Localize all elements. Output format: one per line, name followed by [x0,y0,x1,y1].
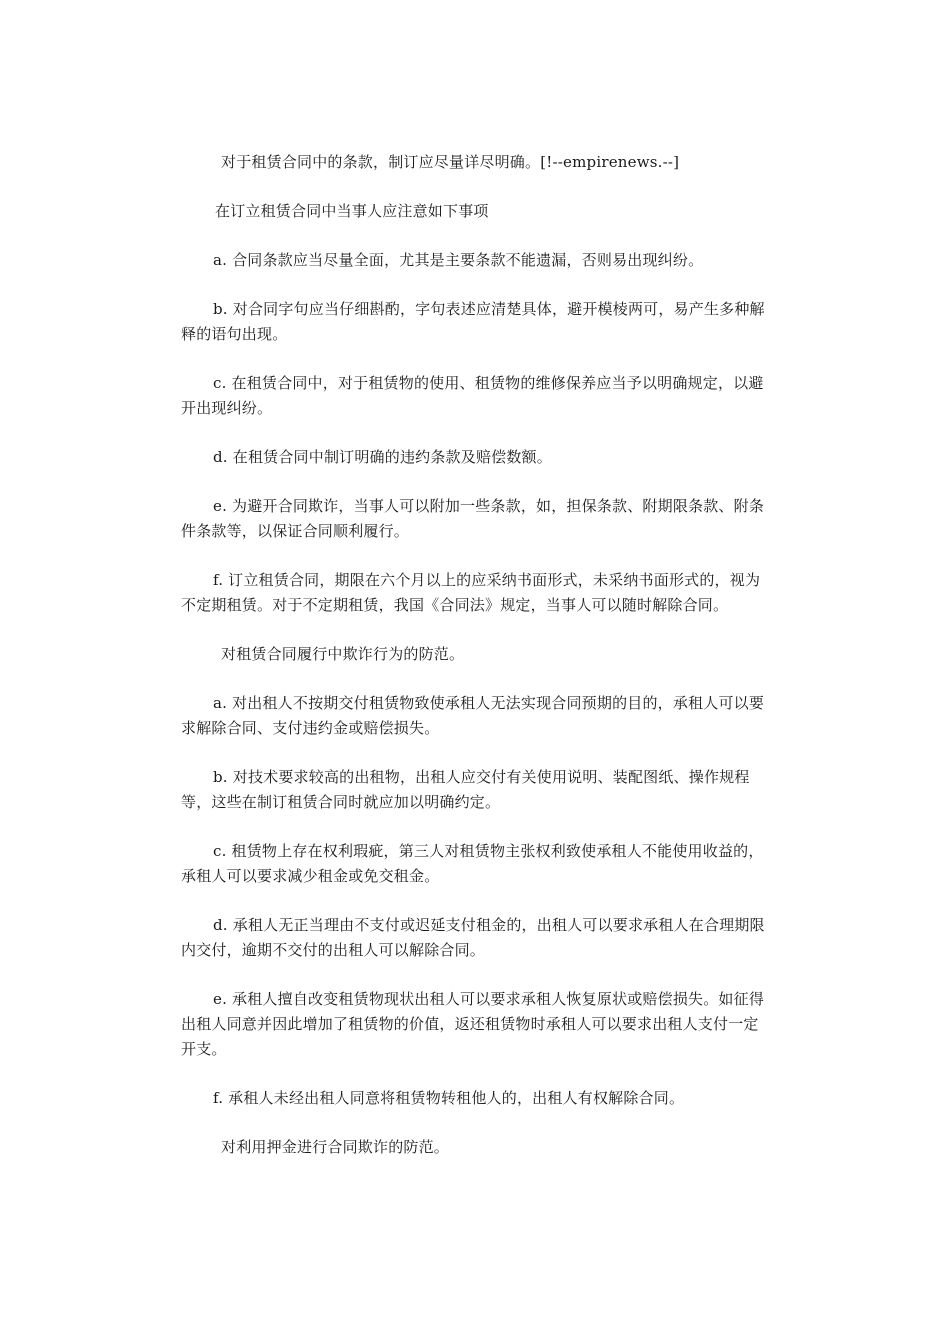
section-heading: 在订立租赁合同中当事人应注意如下事项 [215,202,489,220]
list-item: c. 租赁物上存在权利瑕疵，第三人对租赁物主张权利致使承租人不能使用收益的，承租人可以要求减少租金或免交租金。 [181,842,764,885]
list-item: c. 在租赁合同中，对于租赁物的使用、租赁物的维修保养应当予以明确规定，以避开出现纠纷。 [181,374,764,417]
list-item: b. 对合同字句应当仔细斟酌，字句表述应清楚具体，避开模棱两可，易产生多种解释的语句出现。 [181,300,765,343]
list-item: f. 承租人未经出租人同意将租赁物转租他人的，出租人有权解除合同。 [213,1089,685,1107]
list-item: e. 承租人擅自改变租赁物现状出租人可以要求承租人恢复原状或赔偿损失。如征得出租人同意并因此增加了租赁物的价值，返还租赁物时承租人可以要求出租人支付一定开支。 [181,990,765,1058]
section-heading: 对租赁合同履行中欺诈行为的防范。 [221,645,465,663]
document-body [181,150,771,1184]
list-item: d. 在租赁合同中制订明确的违约条款及赔偿数额。 [213,448,552,466]
paragraph: 对于租赁合同中的条款，制订应尽量详尽明确。[!--empirenews.--] [221,153,680,171]
list-item: f. 订立租赁合同，期限在六个月以上的应采纳书面形式，未采纳书面形式的，视为不定期租赁。对于不定期租赁，我国《合同法》规定，当事人可以随时解除合同。 [181,571,761,614]
list-item: b. 对技术要求较高的出租物，出租人应交付有关使用说明、装配图纸、操作规程等，这些在制订租赁合同时就应加以明确约定。 [181,768,750,811]
section-heading: 对利用押金进行合同欺诈的防范。 [221,1138,450,1156]
list-item: a. 对出租人不按期交付租赁物致使承租人无法实现合同预期的目的，承租人可以要求解除合同、支付违约金或赔偿损失。 [181,694,765,737]
list-item: d. 承租人无正当理由不支付或迟延支付租金的，出租人可以要求承租人在合理期限内交付，逾期不交付的出租人可以解除合同。 [181,916,765,959]
list-item: e. 为避开合同欺诈，当事人可以附加一些条款，如，担保条款、附期限条款、附条件条款等，以保证合同顺利履行。 [181,497,765,540]
list-item: a. 合同条款应当尽量全面，尤其是主要条款不能遗漏，否则易出现纠纷。 [213,251,704,269]
